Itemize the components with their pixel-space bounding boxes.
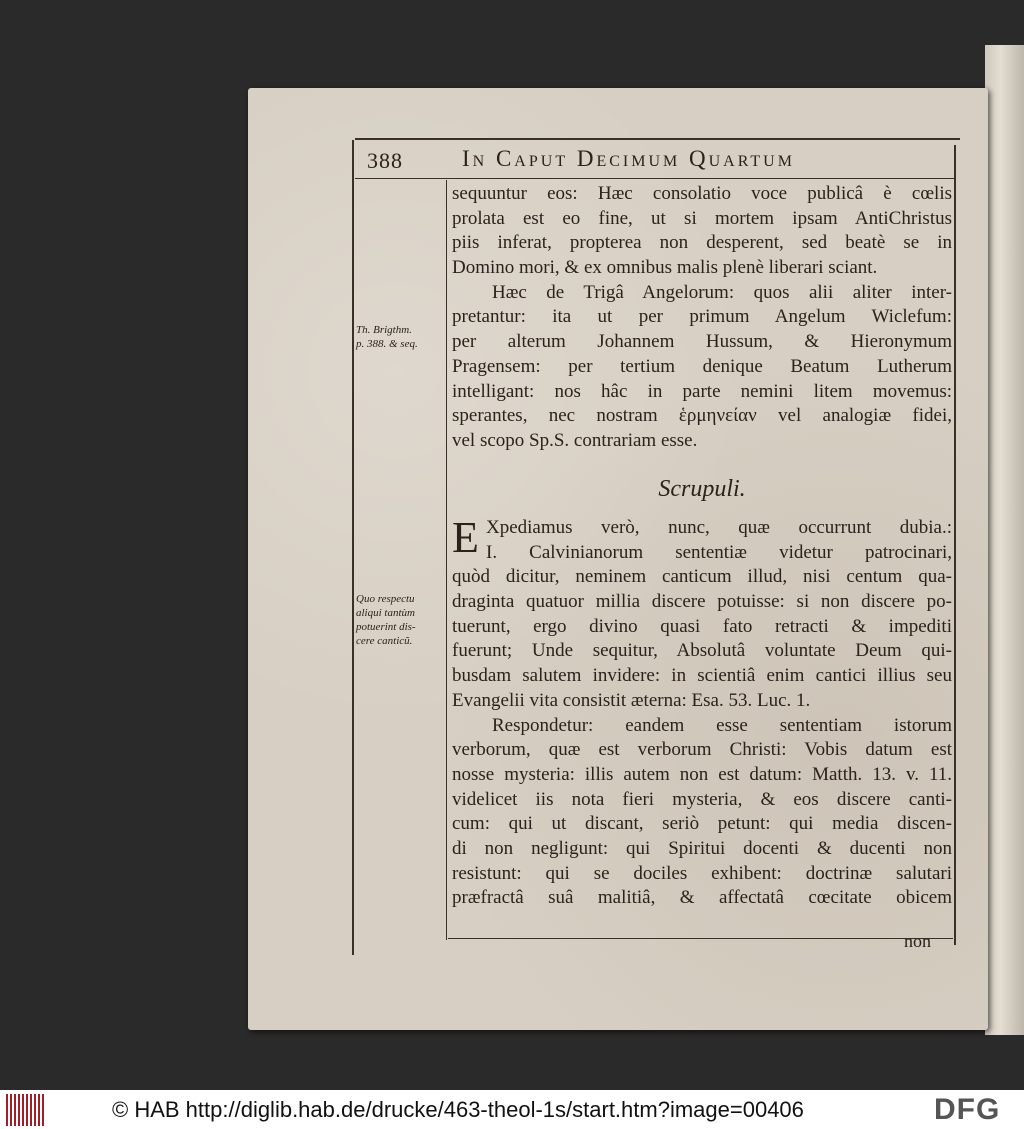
text-line: Xpediamus verò, nunc, quæ occurrunt dubia.:: [486, 517, 952, 538]
frame-rule-inner: [446, 180, 447, 940]
text-line: sequuntur eos: Hæc consolatio voce publicâ è cœlis: [452, 183, 952, 204]
text-line: videlicet iis nota fieri mysteria, & eos discere canti-: [452, 788, 952, 810]
text-line: pretantur: ita ut per primum Angelum Wiclefum:: [452, 306, 952, 328]
catchword: non: [904, 931, 931, 951]
text-line: draginta quatuor millia discere potuisse: si non discere po-: [452, 591, 952, 613]
text-line: quòd dicitur, neminem canticum illud, nisi centum qua-: [452, 566, 952, 588]
frame-rule-top: [355, 138, 960, 140]
margin-note-line: p. 388. & seq.: [356, 338, 418, 350]
text-line: nosse mysteria: illis autem non est datum: Matth. 13. v. 11.: [452, 763, 952, 785]
text-line: Respondetur: eandem esse sententiam istorum: [492, 714, 952, 736]
margin-note-line: Th. Brigthm.: [356, 324, 412, 336]
text-line: sperantes, nec nostram ἑρμηνείαν vel analogiæ fidei,: [452, 405, 952, 427]
text-line: resistunt: qui se dociles exhibent: doctrinæ salutari: [452, 862, 952, 884]
margin-note-line: aliqui tantùm: [356, 607, 415, 619]
text-line: Evangelii vita consistit æterna: Esa. 53. Luc. 1.: [452, 689, 811, 711]
text-line: prolata est eo fine, ut si mortem ipsam AntiChristus: [452, 207, 952, 229]
text-line: intelligant: nos hâc in parte nemini litem movemus:: [452, 380, 952, 402]
frame-rule-right: [954, 145, 956, 945]
text-line: præfractâ suâ malitiâ, & affectatâ cœcitate obicem: [452, 887, 952, 909]
text-line: per alterum Johannem Hussum, & Hieronymum: [452, 331, 952, 353]
running-head: In Caput Decimum Quartum: [462, 146, 795, 171]
text-line: Pragensem: per tertium denique Beatum Lutherum: [452, 355, 952, 377]
margin-note-line: cere canticũ.: [356, 635, 413, 647]
body-text-lower: [452, 513, 952, 911]
footer-copyright-link[interactable]: © HAB http://diglib.hab.de/drucke/463-theol-1s/start.htm?image=00406: [112, 1097, 804, 1122]
text-line: Hæc de Trigâ Angelorum: quos alii aliter inter-: [492, 281, 952, 303]
margin-note-question: [356, 592, 442, 648]
barcode-icon: [6, 1094, 46, 1126]
adjacent-page-edge: [985, 45, 1024, 1035]
dfg-logo: DFG: [934, 1093, 1001, 1126]
drop-cap: E: [452, 513, 479, 562]
page-number: 388: [367, 148, 403, 173]
text-line: piis inferat, propterea non desperent, sed beatè se in: [452, 232, 952, 254]
text-line: I. Calvinianorum sententiæ videtur patrocinari,: [486, 541, 952, 563]
text-line: cum: qui ut discant, seriò petunt: qui media discen-: [452, 813, 952, 835]
section-heading: Scrupuli.: [658, 476, 746, 502]
margin-note-line: Quo respectu: [356, 593, 415, 605]
text-line: busdam salutem invidere: in scientiâ enim cantici illius seu: [452, 665, 952, 687]
frame-rule-left: [352, 140, 354, 955]
frame-rule-head: [355, 178, 955, 179]
body-text-upper: [452, 182, 952, 454]
text-line: vel scopo Sp.S. contrariam esse.: [452, 429, 698, 451]
text-line: Domino mori, & ex omnibus malis plenè liberari sciant.: [452, 257, 878, 279]
margin-note-line: potuerint dis-: [356, 621, 416, 633]
text-line: di non negligunt: qui Spiritui docenti & ducenti non: [452, 837, 952, 859]
margin-note-reference: [356, 323, 442, 351]
frame-rule-bottom: [448, 938, 953, 939]
text-line: fuerunt; Unde sequitur, Absolutâ voluntate Deum qui-: [452, 640, 952, 662]
text-line: tuerunt, ergo divino quasi fato retracti & impediti: [452, 615, 952, 637]
text-line: verborum, quæ est verborum Christi: Vobis datum est: [452, 739, 952, 761]
